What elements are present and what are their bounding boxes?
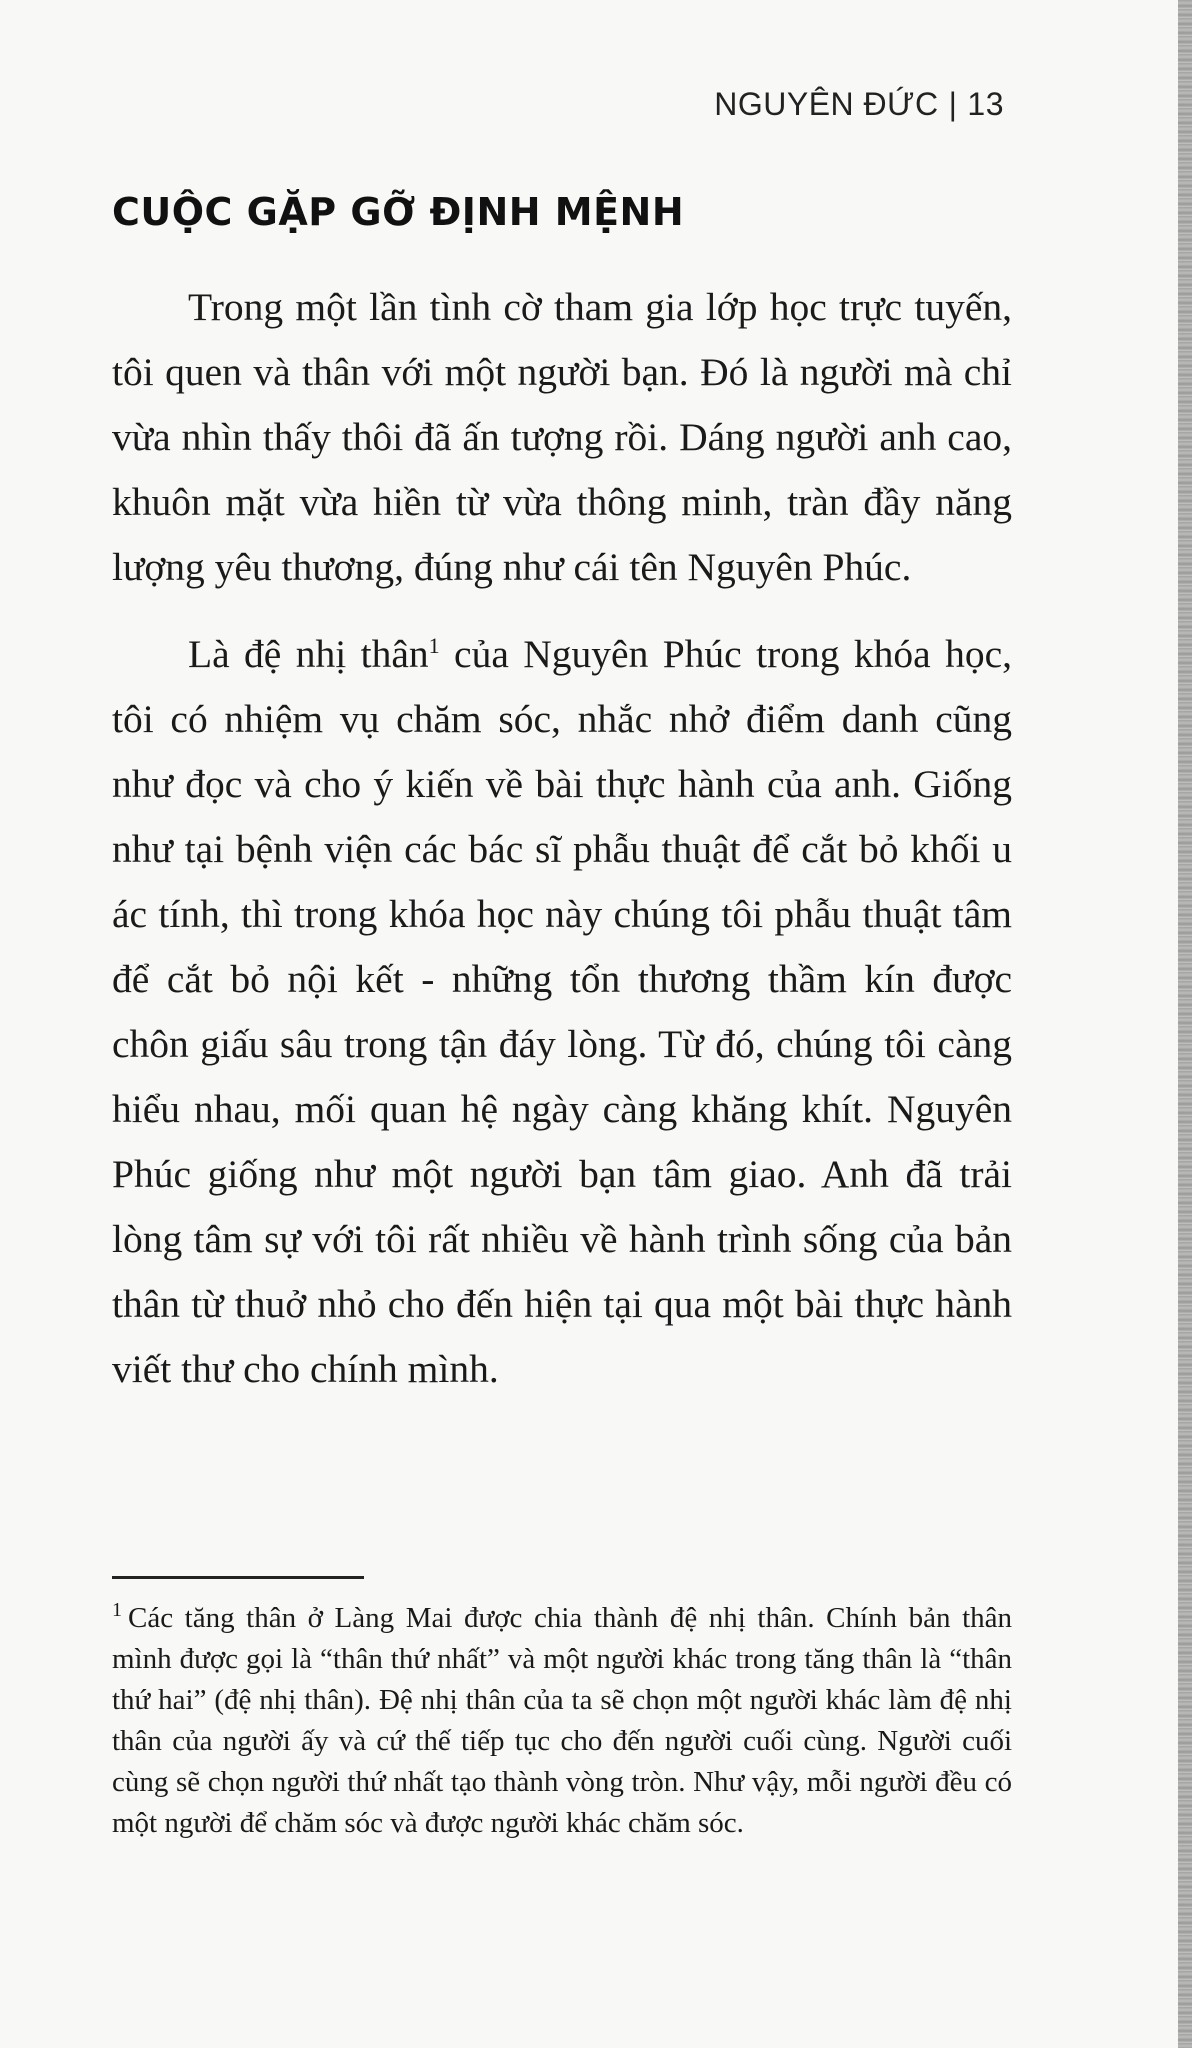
running-header [714, 86, 1004, 123]
header-author: NGUYÊN ĐỨC [714, 86, 939, 122]
paragraph-2-start: Là đệ nhị thân [188, 632, 429, 676]
footnote-text: Các tăng thân ở Làng Mai được chia thành đệ nhị thân. Chính bản thân mình được gọi là “thân thứ nhất” và một người khác trong tăng thân là “thân thứ hai” (đệ nhị thân). Đệ nhị thân của ta sẽ chọn một người khác làm đệ nhị thân của người ấy và cứ thế tiếp tục cho đến người cuối cùng. Người cuối cùng sẽ chọn người thứ nhất tạo thành vòng tròn. Như vậy, mỗi người đều có một người để chăm sóc và được người khác chăm sóc. [112, 1602, 1012, 1839]
body-text [112, 275, 1012, 1424]
chapter-title: CUỘC GẶP GỠ ĐỊNH MỆNH [112, 190, 685, 234]
page-number: 13 [967, 86, 1004, 122]
paragraph-2 [112, 622, 1012, 1402]
paragraph-1: Trong một lần tình cờ tham gia lớp học trực tuyến, tôi quen và thân với một người bạn. Đó là người mà chỉ vừa nhìn thấy thôi đã ấn tượng rồi. Dáng người anh cao, khuôn mặt vừa hiền từ vừa thông minh, tràn đầy năng lượng yêu thương, đúng như cái tên Nguyên Phúc. [112, 285, 1012, 589]
page-edge-shadow [1178, 0, 1192, 2048]
paragraph-2-rest: của Nguyên Phúc trong khóa học, tôi có nhiệm vụ chăm sóc, nhắc nhở điểm danh cũng như đọc và cho ý kiến về bài thực hành của anh. Giống như tại bệnh viện các bác sĩ phẫu thuật để cắt bỏ khối u ác tính, thì trong khóa học này chúng tôi phẫu thuật tâm để cắt bỏ nội kết - những tổn thương thầm kín được chôn giấu sâu trong tận đáy lòng. Từ đó, chúng tôi càng hiểu nhau, mối quan hệ ngày càng khăng khít. Nguyên Phúc giống như một người bạn tâm giao. Anh đã trải lòng tâm sự với tôi rất nhiều về hành trình sống của bản thân từ thuở nhỏ cho đến hiện tại qua một bài thực hành viết thư cho chính mình. [112, 632, 1012, 1391]
footnote-marker: 1 [112, 1599, 122, 1622]
footnote-reference: 1 [428, 632, 440, 658]
footnote [112, 1598, 1012, 1844]
footnote-divider [112, 1576, 364, 1579]
header-separator: | [948, 86, 958, 122]
